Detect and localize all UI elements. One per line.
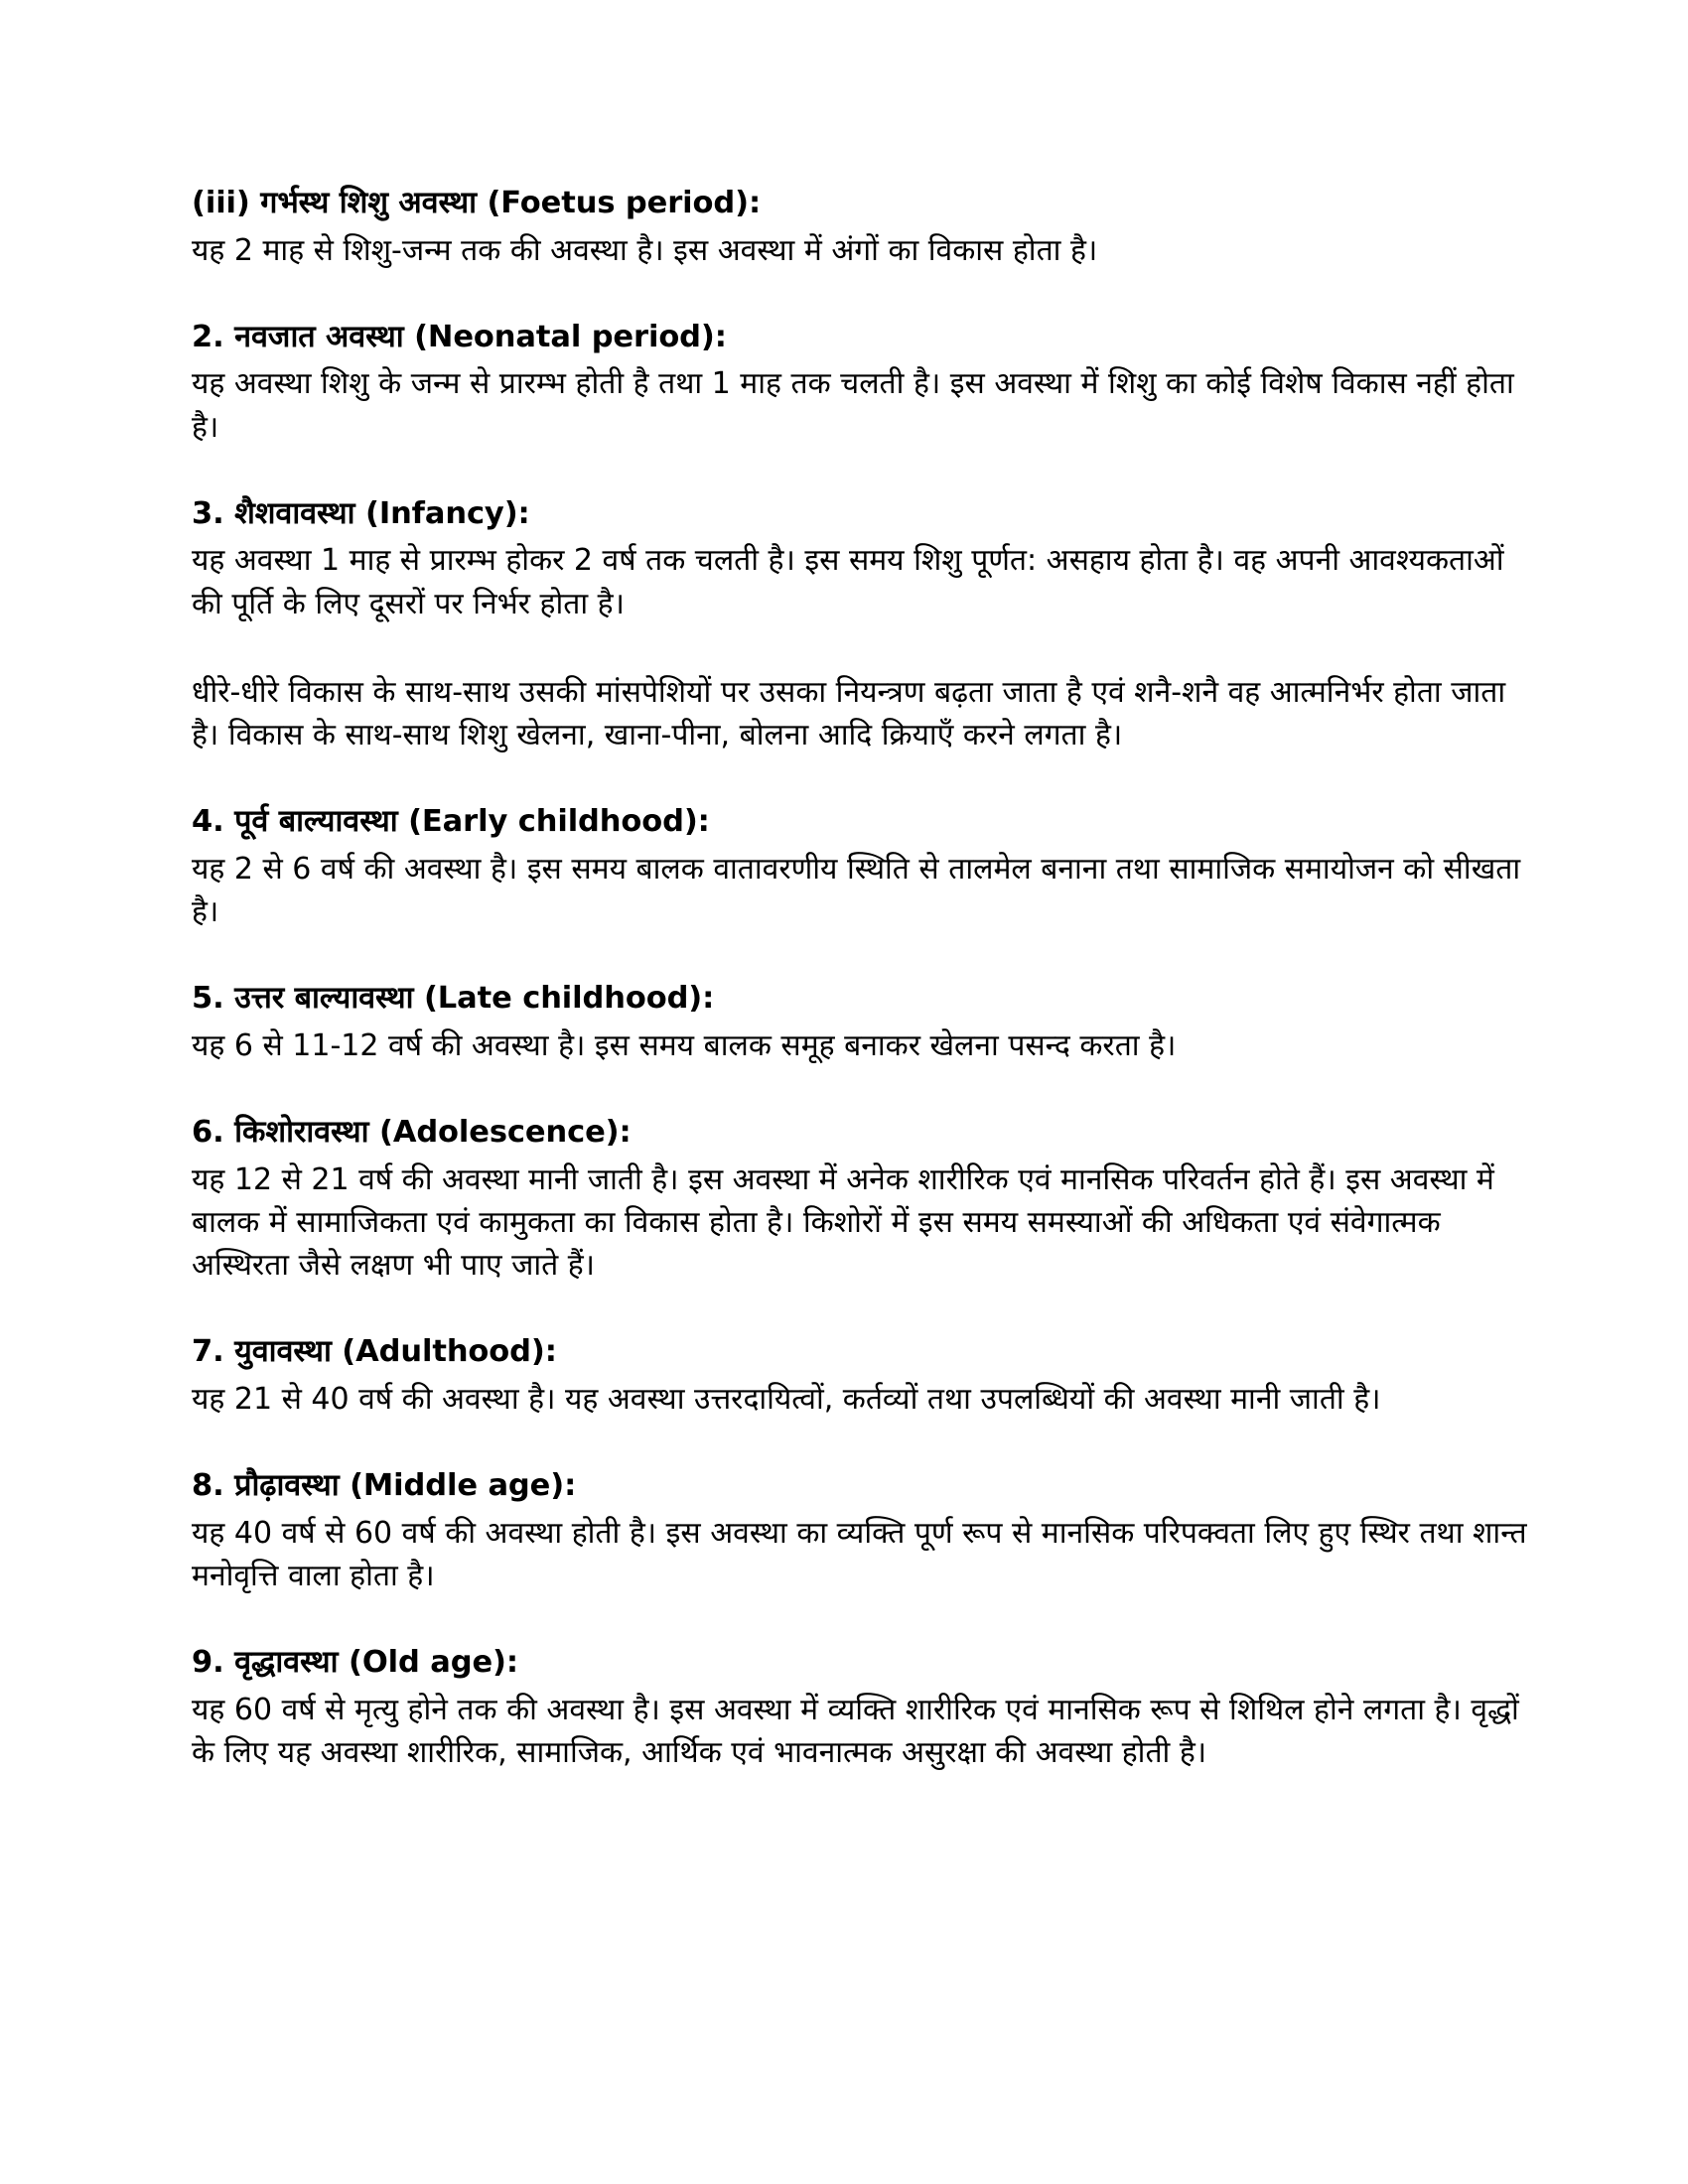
section-paragraph: यह 2 माह से शिशु-जन्म तक की अवस्था है। इस अवस्था में अंगों का विकास होता है।: [192, 232, 1098, 268]
document-body: [192, 184, 1537, 1774]
section-paragraph: यह 6 से 11-12 वर्ष की अवस्था है। इस समय बालक समूह बनाकर खेलना पसन्द करता है।: [192, 1027, 1177, 1063]
section-paragraph: यह अवस्था शिशु के जन्म से प्रारम्भ होती है तथा 1 माह तक चलती है। इस अवस्था में शिशु का कोई विशेष विकास नहीं होता है।: [192, 366, 1514, 445]
section-heading: 5. उत्तर बाल्यावस्था (Late childhood):: [192, 981, 715, 1017]
section-heading: 9. वृद्धावस्था (Old age):: [192, 1645, 518, 1681]
section-early-childhood: [192, 802, 1537, 933]
section-paragraph: यह 60 वर्ष से मृत्यु होने तक की अवस्था है। इस अवस्था में व्यक्ति शारीरिक एवं मानसिक रूप से शिथिल होने लगता है। वृद्धों के लिए यह अवस्था शारीरिक, सामाजिक, आर्थिक एवं भावनात्मक असुरक्षा की अवस्था होती है।: [192, 1692, 1519, 1770]
section-heading: 2. नवजात अवस्था (Neonatal period):: [192, 319, 727, 354]
section-infancy: [192, 494, 1537, 625]
section-heading: 4. पूर्व बाल्यावस्था (Early childhood):: [192, 804, 710, 840]
section-paragraph: यह 21 से 40 वर्ष की अवस्था है। यह अवस्था उत्तरदायित्वों, कर्तव्यों तथा उपलब्धियों की अवस्था मानी जाती है।: [192, 1381, 1381, 1417]
section-heading: 6. किशोरावस्था (Adolescence):: [192, 1115, 632, 1151]
section-late-childhood: [192, 979, 1537, 1067]
section-paragraph: यह अवस्था 1 माह से प्रारम्भ होकर 2 वर्ष तक चलती है। इस समय शिशु पूर्णत: असहाय होता है। वह अपनी आवश्यकताओं की पूर्ति के लिए दूसरों पर निर्भर होता है।: [192, 543, 1504, 621]
section-foetus-period: [192, 184, 1537, 272]
section-old-age: [192, 1643, 1537, 1774]
section-heading: 8. प्रौढ़ावस्था (Middle age):: [192, 1468, 577, 1504]
section-neonatal-period: [192, 318, 1537, 449]
section-adolescence: [192, 1113, 1537, 1287]
section-middle-age: [192, 1466, 1537, 1597]
section-paragraph: यह 2 से 6 वर्ष की अवस्था है। इस समय बालक वातावरणीय स्थिति से तालमेल बनाना तथा सामाजिक समायोजन को सीखता है।: [192, 851, 1521, 930]
section-paragraph: यह 40 वर्ष से 60 वर्ष की अवस्था होती है। इस अवस्था का व्यक्ति पूर्ण रूप से मानसिक परिपक्वता लिए हुए स्थिर तथा शान्त मनोवृत्ति वाला होता है।: [192, 1515, 1527, 1593]
section-adulthood: [192, 1332, 1537, 1421]
section-paragraph: यह 12 से 21 वर्ष की अवस्था मानी जाती है। इस अवस्था में अनेक शारीरिक एवं मानसिक परिवर्तन होते हैं। इस अवस्था में बालक में सामाजिकता एवं कामुकता का विकास होता है। किशोरों में इस समय समस्याओं की अधिकता एवं संवेगात्मक अस्थिरता जैसे लक्षण भी पाए जाते हैं।: [192, 1161, 1494, 1284]
section-paragraph: धीरे-धीरे विकास के साथ-साथ उसकी मांसपेशियों पर उसका नियन्त्रण बढ़ता जाता है एवं शनै-शनै वह आत्मनिर्भर होता जाता है। विकास के साथ-साथ शिशु खेलना, खाना-पीना, बोलना आदि क्रियाएँ करने लगता है।: [192, 674, 1506, 753]
section-heading: 3. शैशवावस्था (Infancy):: [192, 495, 530, 531]
section-heading: (iii) गर्भस्थ शिशु अवस्था (Foetus period):: [192, 186, 762, 220]
section-heading: 7. युवावस्था (Adulthood):: [192, 1334, 557, 1370]
section-infancy-continued: [192, 671, 1537, 756]
